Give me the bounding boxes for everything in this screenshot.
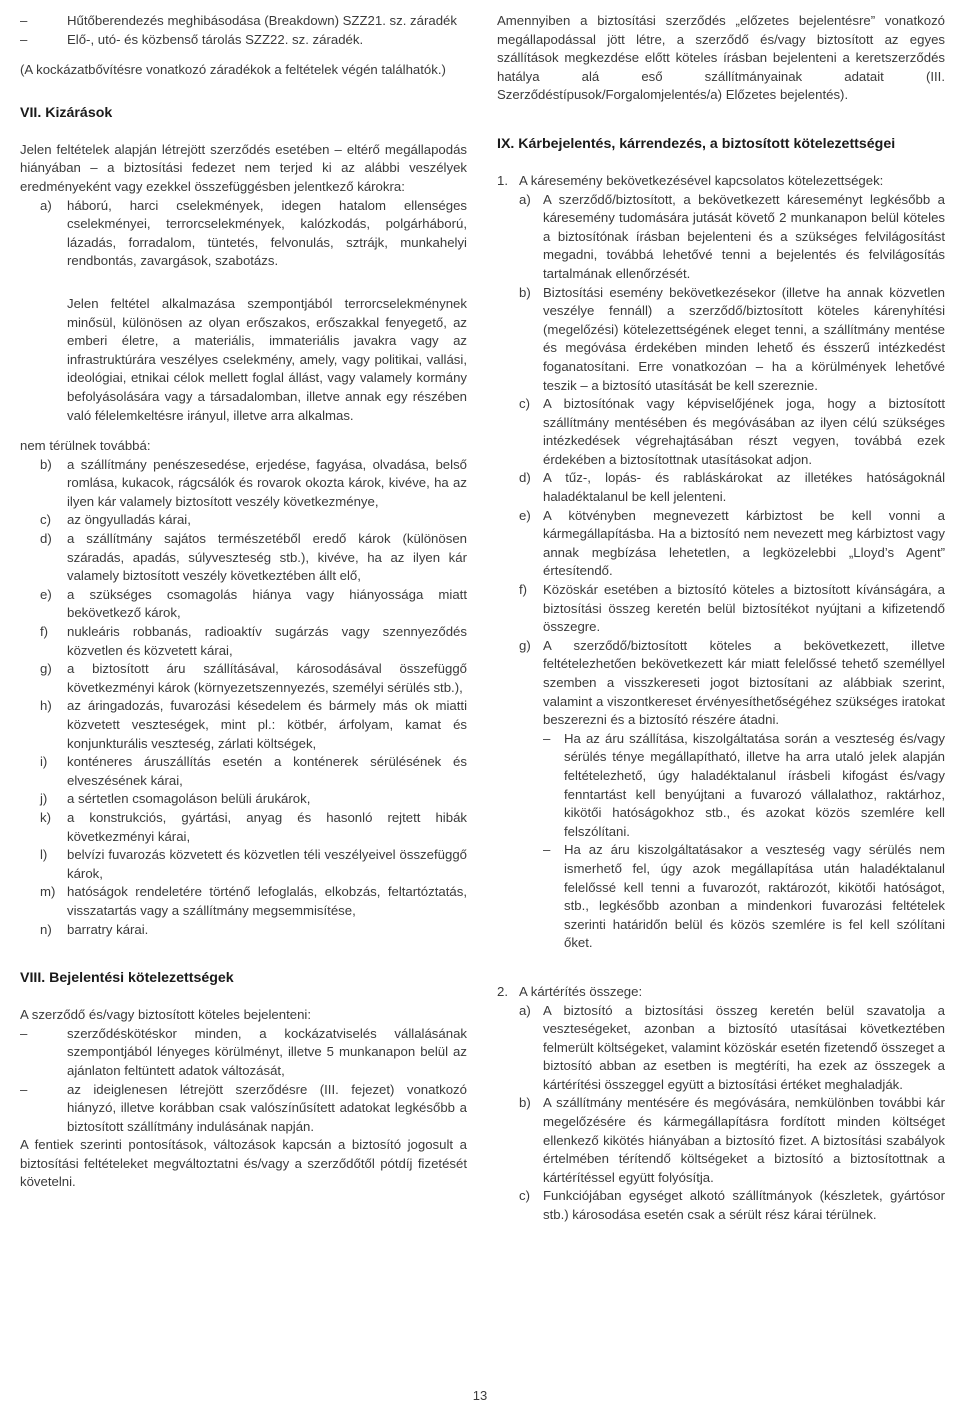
list-item [40, 790, 467, 809]
item-text: a sértetlen csomagoláson belüli árukárok, [67, 791, 311, 807]
list-item [40, 586, 467, 623]
intro-dash-text: Hűtőberendezés meghibásodása (Breakdown) SZZ21. sz. záradék [67, 13, 457, 28]
subrogation-dash-item [519, 730, 945, 842]
intro-dash-text: Elő-, utó- és közbenső tárolás SZZ22. sz. záradék. [67, 31, 364, 47]
item-text: Funkciójában egységet alkotó szállítmányok (készletek, gyártósor stb.) károsodása esetén csak a sérült rész kárai térülnek. [543, 1188, 945, 1223]
list-item [519, 637, 945, 730]
item-marker: h) [40, 698, 52, 714]
item-marker: e) [40, 586, 52, 602]
list-item [40, 660, 467, 697]
intro-dash-item [20, 31, 467, 50]
dash-marker: – [543, 730, 551, 746]
obligations-list [497, 191, 945, 953]
notification-text: szerződéskötéskor minden, a kockázatviselés vállalásának szempontjából lényeges körülményt, illetve 5 munkanapon belül az ajánlaton feltüntett adatok változását, [67, 1025, 467, 1078]
item-text: A szerződő/biztosított köteles a bekövetkezett, illetve feltételezhetően bekövetkezett kár miatt felelőssé tehető személlyel szemben a visszkereseti jogot biztosítani az alábbiak szerint, valamint a viszontkereset érvényesíthetőségéhez szükséges iratokat beszerezni és a biztosító részére átadni. [543, 637, 945, 728]
item-text: nukleáris robbanás, radioaktív sugárzás vagy szennyeződés közvetlen és közvetett kárai, [67, 624, 467, 658]
numbered-point-2 [497, 983, 945, 1002]
dash-marker: – [20, 1081, 28, 1097]
list-item [519, 191, 945, 284]
item-marker: a) [519, 191, 531, 207]
list-item [519, 469, 945, 506]
terror-definition-paragraph: Jelen feltétel alkalmazása szempontjából terrorcselekménynek minősül, különösen az olyan erőszakos, erőszakkal fenyegető, az emberi életre, a materiális, immateriális javakra vagy az infrastruktúrára veszélyes cselekmény, amely, vagy politikai, vallási, ideológiai, etnikai célok mellett foglal állást, vagy valamely kormány befolyásolására vagy a társadalomban, illetve annak egy részében való félelemkeltésre irányul, illetve arra alkalmas. [67, 295, 467, 423]
dash-marker: – [543, 842, 551, 858]
item-text: a szükséges csomagolás hiánya vagy hiányossága miatt bekövetkező károk, [67, 586, 467, 621]
list-item [40, 530, 467, 586]
item-marker: b) [519, 284, 531, 300]
item-text: háború, harci cselekmények, idegen hatalom ellenséges cselekményei, terrorcselekmények, kalózkodás, polgárháború, lázadás, forradalom, tüntetés, felvonulás, sztrájk, munkahelyi rendbontás, zavargások, szabotázs. [67, 197, 467, 269]
item-marker: m) [40, 884, 56, 900]
point-label: A kártérítés összege: [519, 983, 643, 999]
list-item [40, 846, 467, 883]
subrogation-dash-item [519, 841, 945, 953]
item-text: a biztosított áru szállításával, károsodásával összefüggő következményi károk (környezetszennyezés, személyi sérülés stb.), [67, 661, 467, 695]
item-marker: a) [519, 1002, 531, 1018]
item-text: az áringadozás, fuvarozási késedelem és bármely más ok miatti közvetett veszteségek, mint pl.: kötbér, árfolyam, kamat és konjunkturális veszteség, zárlati költségek, [67, 698, 467, 751]
section-8-intro: A szerződő és/vagy biztosított köteles bejelenteni: [20, 1007, 312, 1023]
item-text: Közöskár esetében a biztosító köteles a biztosított kívánságára, a biztosítási összeg keretén belül biztosítékot nyújtani a kifizetendő összegre. [543, 582, 945, 635]
item-text: Biztosítási esemény bekövetkezésekor (illetve ha annak közvetlen veszélye fennáll) a szerződő/biztosított köteles kárenyhítési (megelőzési) kötelezettségének eleget tenni, a szállítmány mentése és megóvása érdekében minden lehető és ésszerű intézkedést foganatosítani. Erre vonatkozóan – ha a körülmények lehetővé teszik – a biztosító utasítását be kell szereznie. [543, 284, 945, 393]
list-item [40, 883, 467, 920]
item-text: A tűz-, lopás- és rabláskárokat az illetékes hatóságoknál haladéktalanul be kell jelenteni. [543, 470, 945, 505]
list-item [519, 1187, 945, 1224]
item-marker: d) [519, 470, 531, 486]
item-text: az öngyulladás kárai, [67, 512, 191, 528]
page-number: 13 [472, 1388, 488, 1403]
list-item [40, 197, 467, 271]
item-text: a szállítmány penészesedése, erjedése, fagyása, olvadása, belső romlása, kukacok, rágcsálók és rovarok okozta károk, kivéve, ha az ilyen kár valamely biztosított veszély következménye, [67, 456, 467, 509]
item-text: a konstrukciós, gyártási, anyag és hasonló rejtett hibák következményi kárai, [67, 809, 467, 844]
section-7-title: VII. Kizárások [20, 104, 113, 121]
section-9-title: IX. Kárbejelentés, kárrendezés, a biztosított kötelezettségei [497, 135, 896, 152]
compensation-list [497, 1002, 945, 1225]
item-text: belvízi fuvarozás közvetett és közvetlen téli veszélyeivel összefüggő károk, [67, 847, 467, 881]
dash-marker: – [20, 31, 28, 47]
list-item [519, 507, 945, 581]
item-marker: k) [40, 809, 51, 825]
list-item [519, 284, 945, 396]
item-text: A biztosítónak vagy képviselőjének joga, hogy a biztosított szállítmány mentésében és megóvásában az ilyen célú szükséges intézkedések végrehajtásában részt vegyen, továbbá ezek érdekében a biztosítottnak utasításokat adjon. [543, 396, 945, 467]
list-item [519, 1002, 945, 1095]
item-marker: c) [519, 1188, 530, 1204]
item-marker: g) [40, 661, 52, 677]
list-item [40, 921, 467, 940]
item-text: a szállítmány sajátos természetéből eredő károk (különösen száradás, apadás, súlyveszteség stb.), kivéve, ha az ilyen kár valamely biztosított veszély következtében állt elő, [67, 531, 467, 584]
list-item [40, 809, 467, 846]
item-marker: b) [519, 1095, 531, 1111]
item-marker: c) [519, 396, 530, 412]
advance-notice-paragraph: Amennyiben a biztosítási szerződés „előzetes bejelentésre” vonatkozó megállapodással jött létre, a szerződő és/vagy biztosított az egyes szállítások megkezdése előtt köteles írásban bejelenteni a keretszerződés hatálya alá eső szállítmányainak adatait (III. Szerződéstípusok/Forgalomjelentés/a) Előzetes bejelentés). [497, 13, 945, 103]
item-marker: j) [40, 791, 48, 807]
dash-marker: – [20, 1025, 28, 1041]
item-text: barratry kárai. [67, 921, 149, 937]
item-text: konténeres áruszállítás esetén a konténerek sérülésének és elveszésének kárai, [67, 754, 467, 788]
subrogation-text: Ha az áru szállítása, kiszolgáltatása során a veszteség és/vagy sérülés ténye megállapítható, illetve ha arra utaló jelek alapján feltételezhető, úgy haladéktalanul írásbeli kifogást és/vagy fenntartást kell benyújtani a fuvarozó vállalathoz, raktárhoz, kikötői hatóságokhoz stb., és azokat közös szemlére kell felszólítani. [564, 730, 945, 839]
item-marker: i) [40, 754, 48, 770]
intro-dash-item [20, 12, 467, 31]
list-item [40, 623, 467, 660]
point-label: A káresemény bekövetkezésével kapcsolatos kötelezettségek: [519, 172, 884, 188]
section-8-outro: A fentiek szerinti pontosítások, változások kapcsán a biztosító jogosult a biztosítási feltételeket megváltoztatni és/vagy a szerződőtől pótdíj fizetését követelni. [20, 1137, 467, 1190]
item-text: A szállítmány mentésére és megóvására, nemkülönben további kár megelőzésére és kármegállapításra fordított minden költséget ellenkező kikötés hiányában a biztosító fizet. A biztosítási szabályok értelmében térítendő költségeket a biztosító a biztosítottnak a kártérítéssel együtt folyósítja. [543, 1095, 945, 1185]
list-item [40, 511, 467, 530]
not-covered-label: nem térülnek továbbá: [20, 438, 151, 454]
item-marker: e) [519, 507, 531, 523]
item-marker: d) [40, 531, 52, 547]
dash-marker: – [20, 13, 28, 28]
notification-dash-item [20, 1025, 467, 1081]
left-column [20, 12, 467, 1192]
notification-dash-item [20, 1081, 467, 1137]
item-marker: b) [40, 456, 52, 472]
item-marker: c) [40, 512, 51, 528]
list-item [40, 456, 467, 512]
section-8-title: VIII. Bejelentési kötelezettségek [20, 970, 234, 987]
notification-text: az ideiglenesen létrejött szerződésre (III. fejezet) vonatkozó hiányzó, illetve korábban csak valószínűsített adatokat legkésőbb a biztosított szállítmány indulásának napján. [67, 1081, 467, 1134]
list-item [519, 395, 945, 469]
item-marker: f) [519, 582, 528, 598]
exclusion-list-b [20, 456, 467, 939]
list-item [519, 1094, 945, 1187]
right-column [497, 12, 945, 1225]
item-text: A kötvényben megnevezett kárbiztost be kell vonni a kármegállapításba. Ha a biztosító nem nevezett meg kárbiztost vagy annak megbízása lehetetlen, a legközelebbi „Lloyd’s Agent” értesítendő. [543, 507, 945, 579]
list-item [40, 697, 467, 753]
item-marker: n) [40, 921, 52, 937]
item-marker: l) [40, 847, 48, 863]
item-marker: a) [40, 197, 52, 213]
item-text: A szerződő/biztosított, a bekövetkezett káreseményt legkésőbb a káresemény tudomására jutását követő 2 munkanapon belül köteles a biztosítónak írásban bejelenteni és a szükséges felvilágosítást megadni, továbbá lehetővé tenni a bejelentés és felvilágosítás tartalmának ellenőrzését. [543, 191, 945, 281]
list-item [519, 581, 945, 637]
item-marker: g) [519, 637, 531, 653]
item-text: A biztosító a biztosítási összeg keretén belül szavatolja a veszteségeket, azonban a biztosító utasításai következtében felmerült költségeket, valamint közöskár esetén fizetendő összeget a biztosító abban az esetben is megtéríti, ha ezek az összegek a kártérítési összeggel együtt a biztosítási értéket meghaladják. [543, 1002, 945, 1092]
point-number: 2. [497, 983, 508, 999]
item-marker: f) [40, 624, 49, 640]
section-7-paragraph: Jelen feltételek alapján létrejött szerződés esetében – eltérő megállapodás hiányában – a biztosítási fedezet nem terjed ki az alábbi veszélyek eredményeként vagy ezekkel összefüggésben jelentkező károkra: [20, 141, 467, 194]
numbered-point-1 [497, 172, 945, 191]
intro-note: (A kockázatbővítésre vonatkozó záradékok a feltételek végén találhatók.) [20, 62, 446, 78]
point-number: 1. [497, 172, 508, 188]
subrogation-text: Ha az áru kiszolgáltatásakor a veszteség vagy sérülés nem ismerhető fel, úgy azok megállapítása után haladéktalanul felelőssé kell tenni a fuvarozót, raktározót, kikötői hatóságot, stb., legkésőbb azonban a mindenkori fuvarozási feltételek szerinti határidőn belül és közös szemlére is fel kell szólítani őket. [564, 842, 945, 951]
item-text: hatóságok rendeletére történő lefoglalás, elkobzás, feltartóztatás, visszatartás vagy a szállítmány megsemmisítése, [67, 884, 467, 918]
list-item [40, 753, 467, 790]
exclusion-list-a [20, 197, 467, 271]
